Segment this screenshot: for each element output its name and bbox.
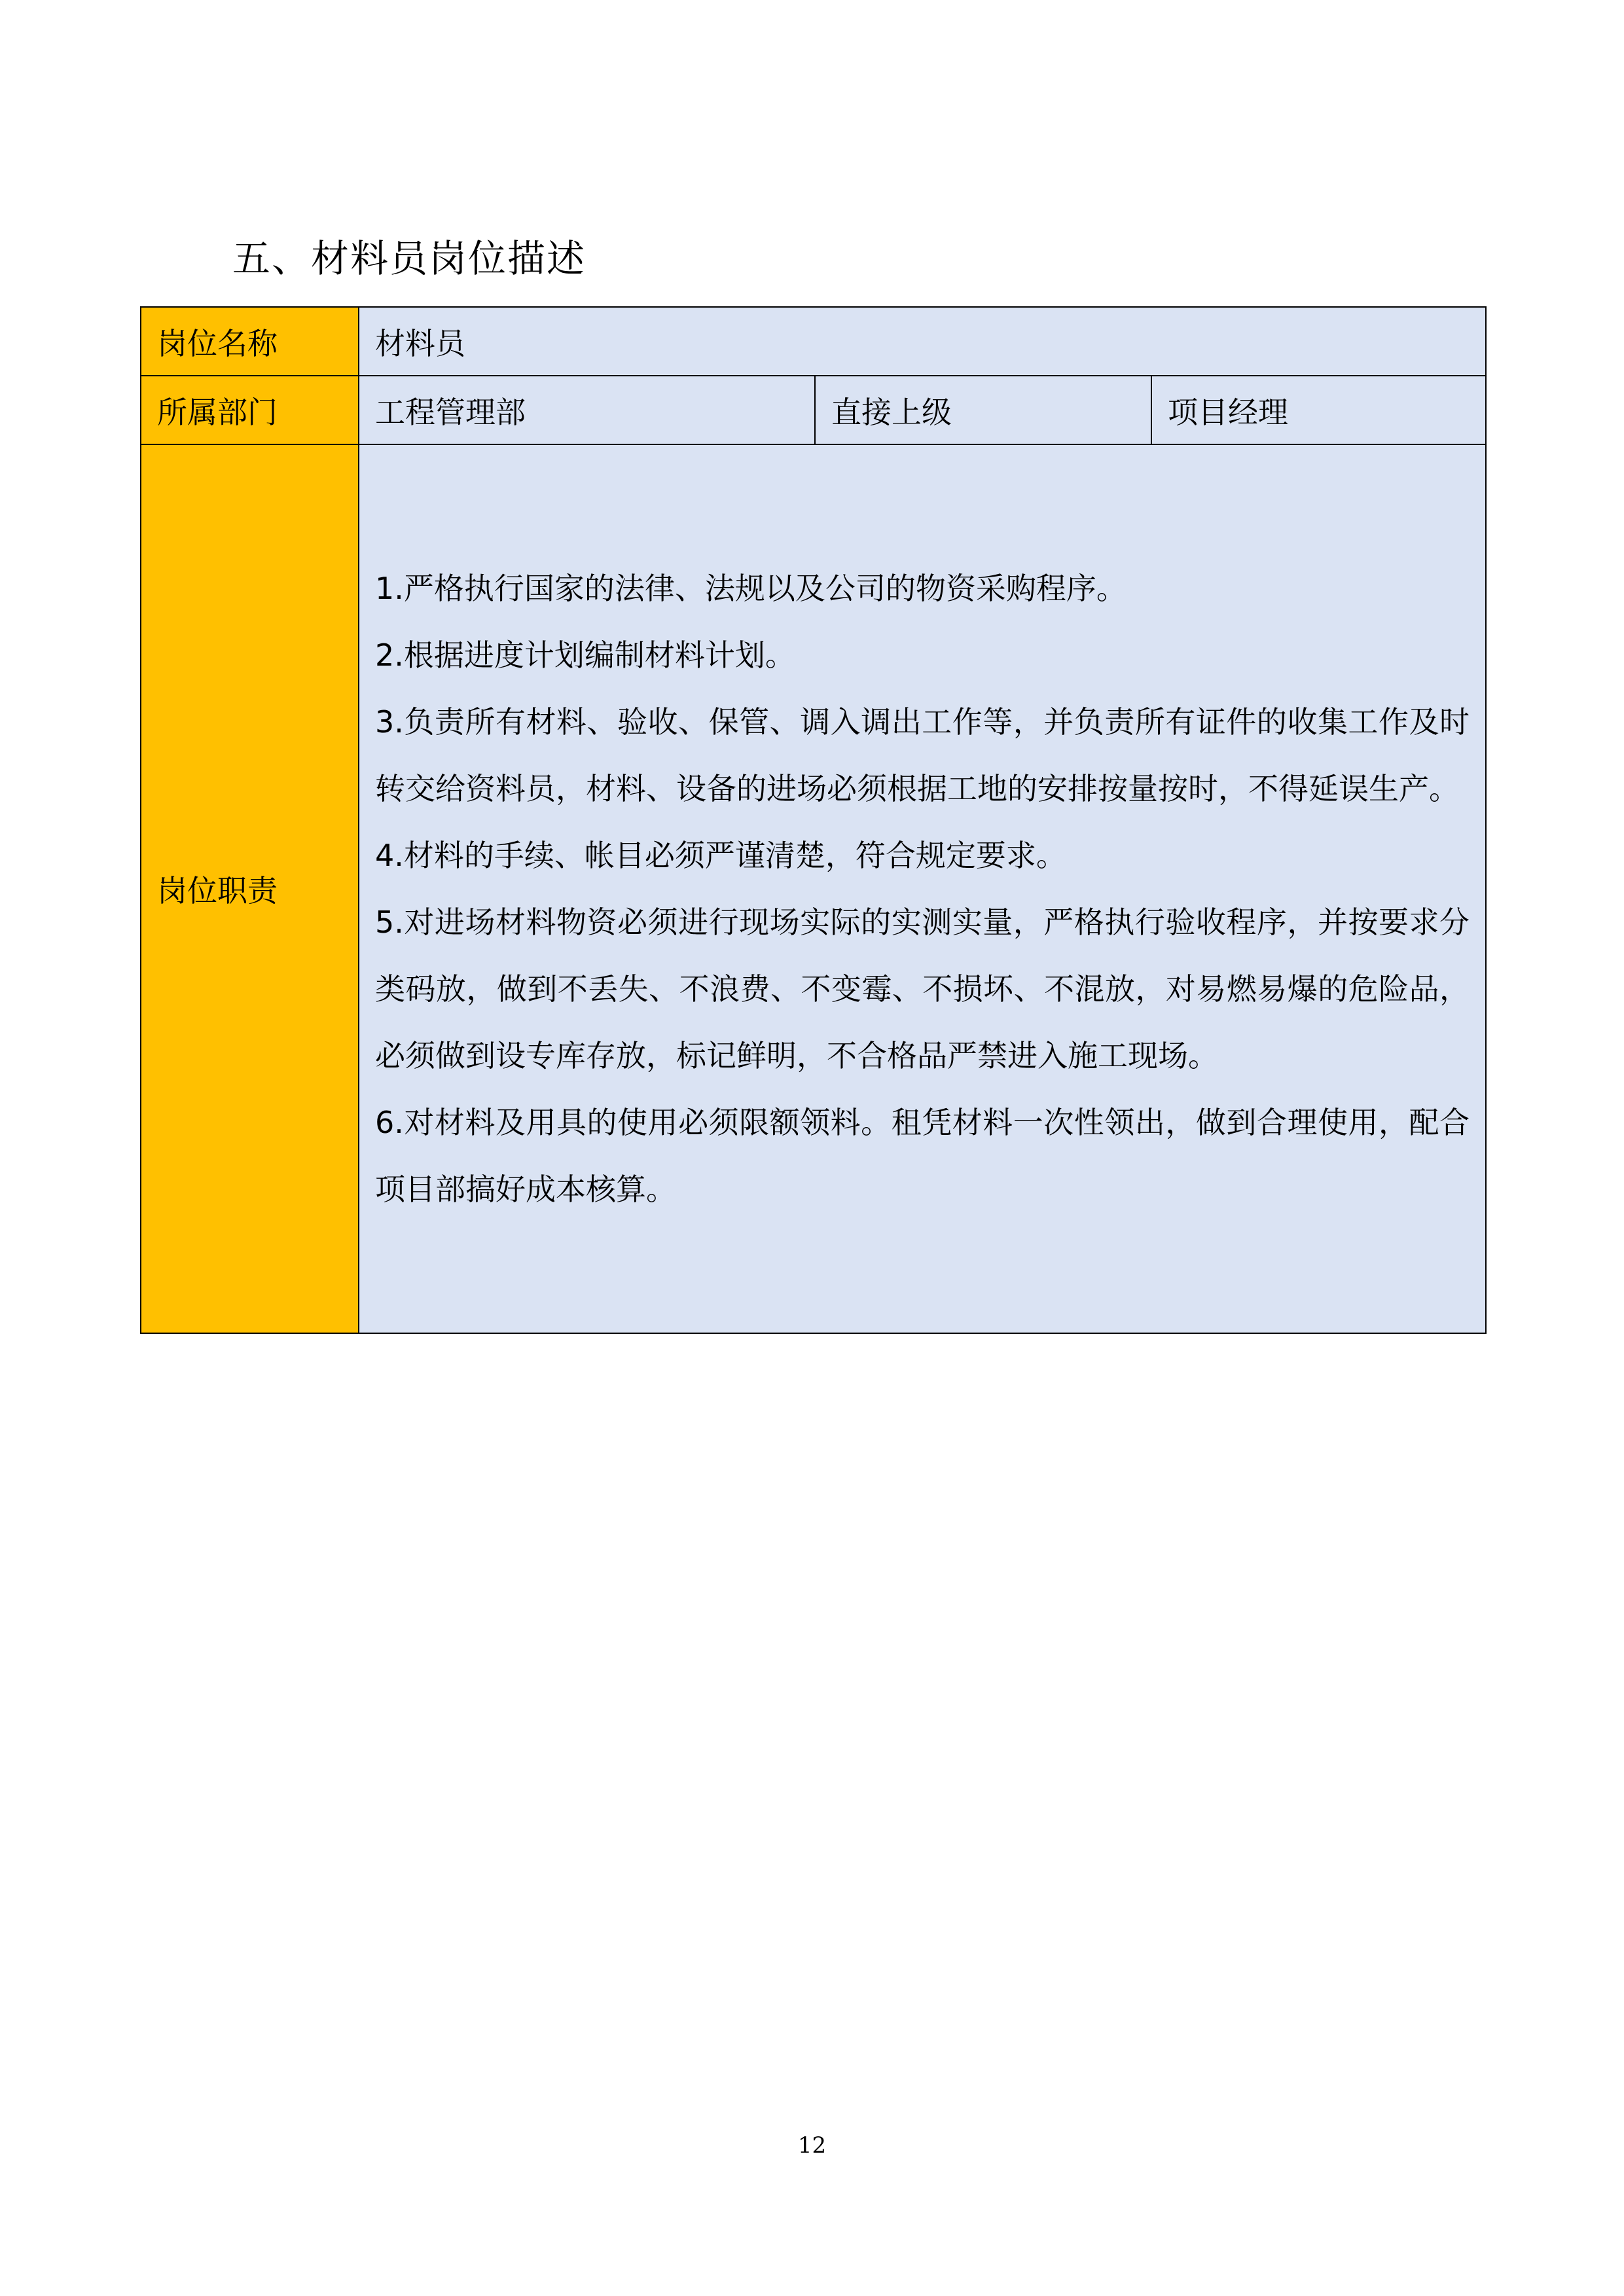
position-name-label: 岗位名称 — [141, 307, 359, 376]
superior-label: 直接上级 — [815, 376, 1151, 444]
section-heading: 五、材料员岗位描述 — [232, 236, 586, 281]
duties-label: 岗位职责 — [141, 444, 359, 1333]
duty-item: 4.材料的手续、帐目必须严谨清楚，符合规定要求。 — [375, 838, 1066, 873]
duties-cell — [359, 444, 1486, 1333]
duty-item: 2.根据进度计划编制材料计划。 — [375, 637, 795, 673]
duty-item: 6.对材料及用具的使用必须限额领料。租凭材料一次性领出，做到合理使用，配合项目部搞好成本核算。 — [375, 1105, 1470, 1207]
page-number: 12 — [797, 2132, 827, 2159]
department-label: 所属部门 — [141, 376, 359, 444]
department-value: 工程管理部 — [359, 376, 815, 444]
duty-item: 5.对进场材料物资必须进行现场实际的实测实量，严格执行验收程序，并按要求分类码放，做到不丢失、不浪费、不变霉、不损坏、不混放，对易燃易爆的危险品，必须做到设专库存放，标记鲜明，不合格品严禁进入施工现场。 — [375, 905, 1470, 1073]
table-row — [141, 376, 1486, 444]
superior-value: 项目经理 — [1151, 376, 1486, 444]
position-name-value: 材料员 — [359, 307, 1486, 376]
table-row — [141, 307, 1486, 376]
duty-item: 3.负责所有材料、验收、保管、调入调出工作等，并负责所有证件的收集工作及时转交给资料员，材料、设备的进场必须根据工地的安排按量按时，不得延误生产。 — [375, 704, 1470, 806]
job-description-table — [140, 306, 1487, 1334]
table-row — [141, 444, 1486, 1333]
duty-item: 1.严格执行国家的法律、法规以及公司的物资采购程序。 — [375, 571, 1127, 606]
